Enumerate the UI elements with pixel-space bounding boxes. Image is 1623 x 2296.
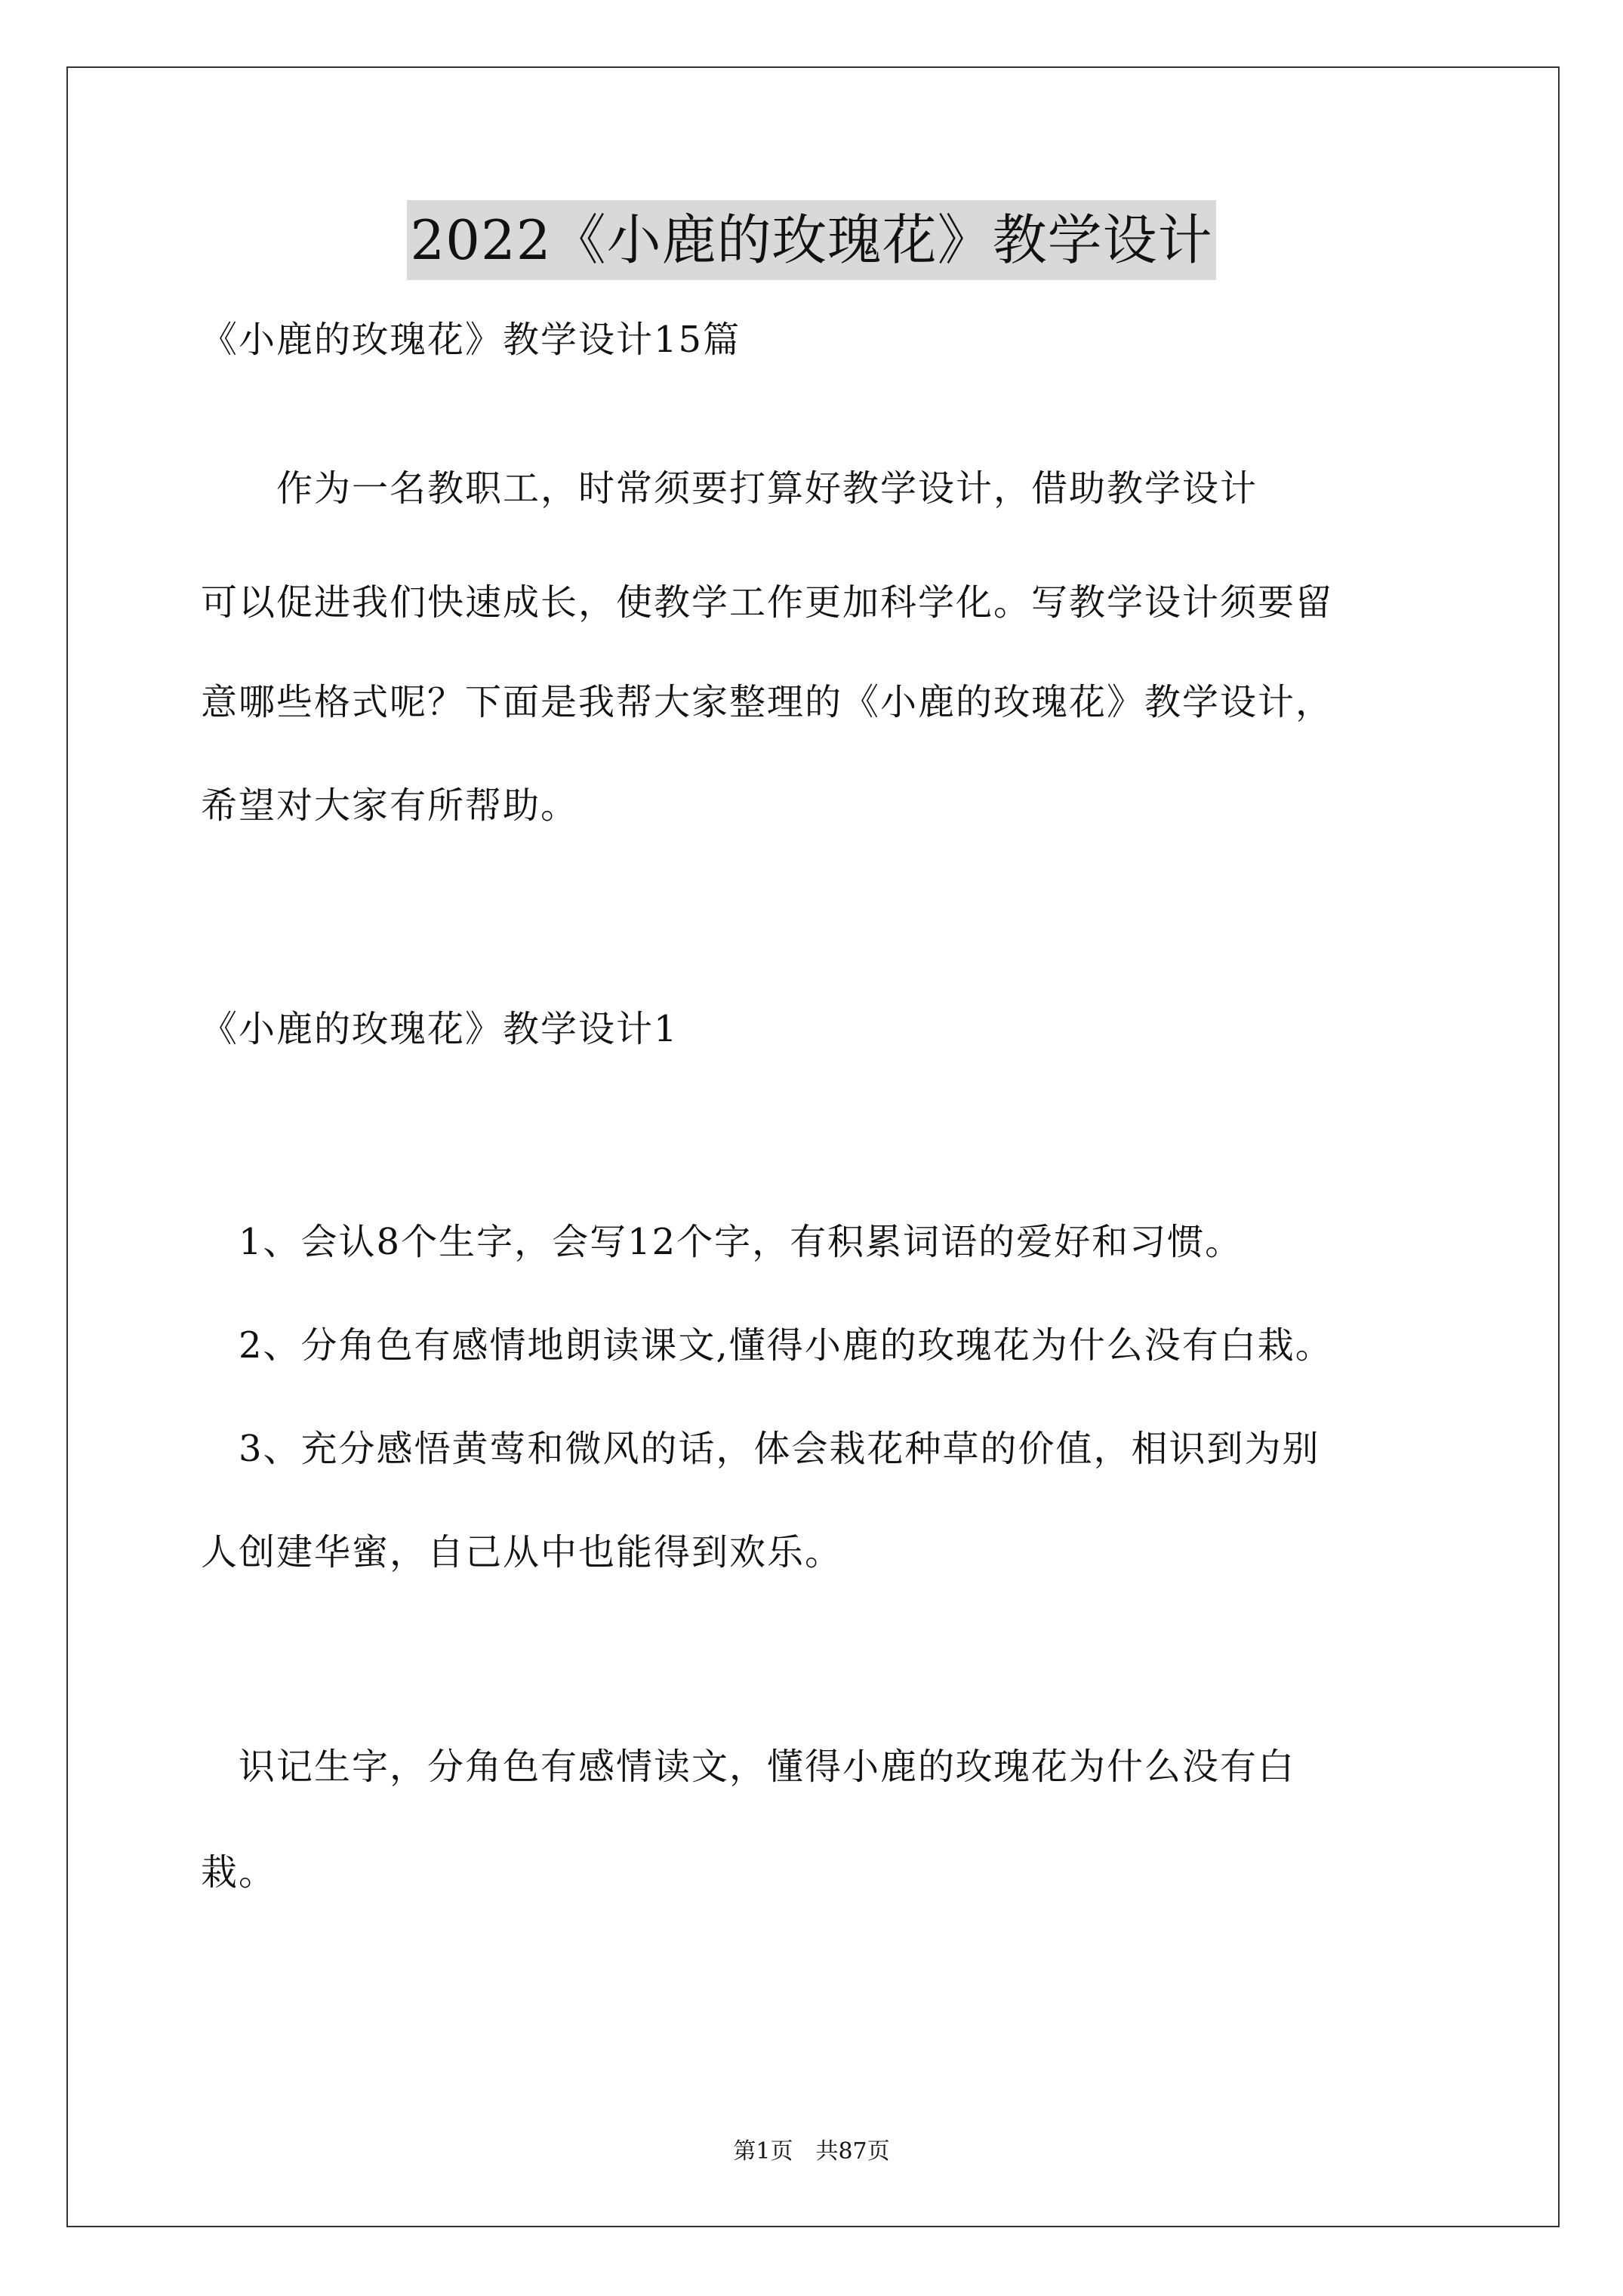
title-container <box>0 200 1623 280</box>
intro-line-4: 希望对大家有所帮助。 <box>201 784 579 827</box>
goal-line-3: 3、充分感悟黄莺和微风的话，体会栽花种草的价值，相识到为别 <box>201 1428 1320 1470</box>
goal-line-4: 人创建华蜜，自己从中也能得到欢乐。 <box>201 1531 843 1573</box>
intro-line-2: 可以促进我们快速成长，使教学工作更加科学化。写教学设计须要留 <box>201 581 1334 624</box>
focus-line-1: 识记生字，分角色有感情读文，懂得小鹿的玫瑰花为什么没有白 <box>201 1746 1296 1788</box>
goal-line-1: 1、会认8个生字，会写12个字，有积累词语的爱好和习惯。 <box>201 1221 1243 1263</box>
focus-line-2: 栽。 <box>201 1851 277 1894</box>
intro-line-1: 作为一名教职工，时常须要打算好教学设计，借助教学设计 <box>201 467 1258 510</box>
document-title: 2022《小鹿的玫瑰花》教学设计 <box>407 200 1215 280</box>
goal-line-2: 2、分角色有感情地朗读课文,懂得小鹿的玫瑰花为什么没有白栽。 <box>201 1324 1333 1367</box>
section-heading: 《小鹿的玫瑰花》教学设计1 <box>201 1008 679 1050</box>
page-border <box>66 66 1560 2227</box>
intro-line-3: 意哪些格式呢？下面是我帮大家整理的《小鹿的玫瑰花》教学设计， <box>201 681 1334 723</box>
page-footer: 第1页 共87页 <box>733 2138 890 2165</box>
subtitle-line: 《小鹿的玫瑰花》教学设计15篇 <box>201 319 741 361</box>
